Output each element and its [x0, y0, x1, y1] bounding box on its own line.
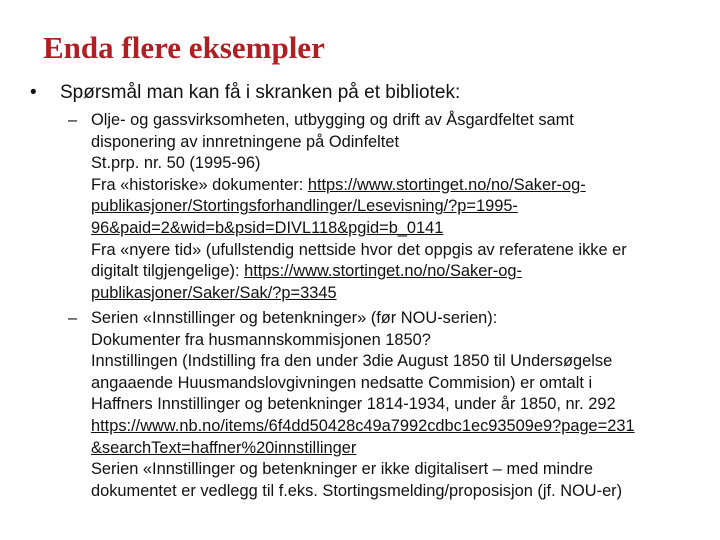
newer-line — [91, 261, 627, 283]
nb-link-line — [91, 438, 635, 460]
text-line: dokumentet er vedlegg til f.eks. Stortingsmelding/proposisjon (jf. NOU-er) — [91, 481, 623, 500]
newer-link[interactable]: https://www.stortinget.no/no/Saker-og- — [244, 262, 522, 281]
slide-title: Enda flere eksempler — [43, 30, 325, 65]
historic-line — [91, 175, 627, 197]
nb-link[interactable]: https://www.nb.no/items/6f4dd50428c49a7992cdbc1ec93509e9?page=231 — [91, 416, 635, 435]
bullet-marker: • — [30, 82, 37, 103]
nb-link-line — [91, 416, 635, 438]
text-line: St.prp. nr. 50 (1995-96) — [91, 154, 261, 173]
newer-link-line — [91, 283, 627, 305]
text-line: angaaende Huusmandslovgivningen nedsatte Commision) er omtalt i — [91, 373, 593, 392]
historic-link-line — [91, 196, 627, 218]
text-line: disponering av innretningene på Odinfeltet — [91, 132, 399, 151]
historic-link-cont[interactable]: 96&paid=2&wid=b&psid=DIVL118&pgid=b_0141 — [91, 218, 444, 237]
bullet-text: Spørsmål man kan få i skranken på et bibliotek: — [60, 82, 461, 103]
text-line: Serien «Innstillinger og betenkninger er ikke digitalisert – med mindre — [91, 460, 594, 479]
newer-prefix: digitalt tilgjengelige): — [91, 262, 245, 281]
dash-marker: – — [68, 309, 78, 327]
text-line: Dokumenter fra husmannskommisjonen 1850? — [91, 330, 431, 349]
newer-link-cont[interactable]: publikasjoner/Saker/Sak/?p=3345 — [91, 283, 337, 302]
text-line: Innstillingen (Indstilling fra den under 3die August 1850 til Undersøgelse — [91, 352, 613, 371]
nb-link-cont[interactable]: &searchText=haffner%20innstillinger — [91, 438, 357, 457]
dash-marker: – — [68, 111, 78, 129]
historic-prefix: Fra «historiske» dokumenter: — [91, 175, 308, 194]
text-line: Serien «Innstillinger og betenkninger» (før NOU-serien): — [91, 309, 498, 327]
text-line: Olje- og gassvirksomheten, utbygging og drift av Åsgardfeltet samt — [91, 111, 574, 129]
text-line: Fra «nyere tid» (ufullstendig nettside hvor det oppgis av referatene ikke er — [91, 240, 627, 259]
historic-link-cont[interactable]: publikasjoner/Stortingsforhandlinger/Lesevisning/?p=1995- — [91, 197, 518, 216]
text-line: Haffners Innstillinger og betenkninger 1814-1934, under år 1850, nr. 292 — [91, 395, 616, 414]
historic-link-line — [91, 218, 627, 240]
historic-link[interactable]: https://www.stortinget.no/no/Saker-og- — [307, 175, 586, 194]
